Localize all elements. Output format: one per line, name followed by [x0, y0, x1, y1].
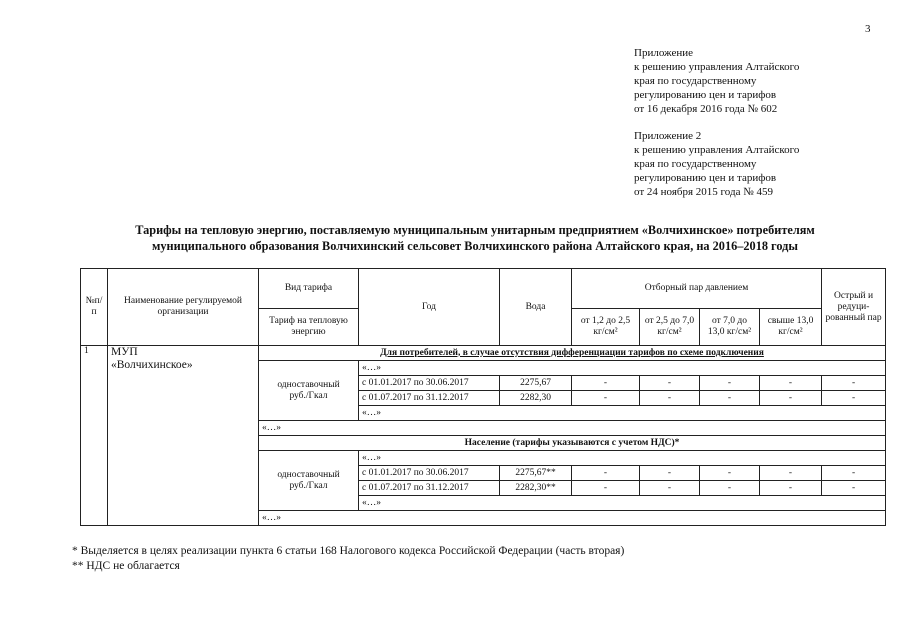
header-num: №п/п — [81, 269, 108, 346]
header-water: Вода — [500, 269, 572, 346]
header-org: Наименование регулируемой организации — [108, 269, 259, 346]
page-number: 3 — [865, 23, 871, 35]
header-pressure-3: от 7,0 до 13,0 кг/см² — [700, 309, 760, 346]
appendix-block-2 — [634, 129, 799, 199]
appendix-line: от 24 ноября 2015 года № 459 — [634, 186, 773, 198]
appendix-line: регулированию цен и тарифов — [634, 89, 777, 101]
appendix-line: Приложение — [634, 47, 694, 59]
dash-cell: - — [760, 481, 822, 496]
appendix-line: края по государственному — [634, 158, 757, 170]
title-line: Тарифы на тепловую энергию, поставляемую муниципальным унитарным предприятием «Волчихинское» потребителям — [135, 223, 815, 237]
dash-cell: - — [572, 481, 640, 496]
period-cell: с 01.01.2017 по 30.06.2017 — [359, 376, 500, 391]
header-pressure-4: свыше 13,0 кг/см² — [760, 309, 822, 346]
dash-cell: - — [572, 376, 640, 391]
header-year: Год — [359, 269, 500, 346]
ellipsis-row: «…» — [359, 496, 886, 511]
dash-cell: - — [572, 391, 640, 406]
ellipsis-row: «…» — [259, 421, 886, 436]
footnote: ** НДС не облагается — [72, 560, 180, 572]
tariff-unit-line: одноставочный — [277, 469, 340, 480]
ellipsis-row: «…» — [259, 511, 886, 526]
ellipsis-row: «…» — [359, 451, 886, 466]
org-name — [108, 346, 259, 526]
period-cell: с 01.07.2017 по 31.12.2017 — [359, 481, 500, 496]
ellipsis-row: «…» — [359, 361, 886, 376]
water-cell: 2275,67** — [500, 466, 572, 481]
dash-cell: - — [822, 376, 886, 391]
section-heading-population: Население (тарифы указываются с учетом НДС)* — [259, 436, 886, 451]
org-name-line: МУП — [111, 346, 138, 358]
appendix-line: края по государственному — [634, 75, 757, 87]
header-tariff-type: Вид тарифа — [259, 269, 359, 309]
tariff-unit-line: руб./Гкал — [289, 480, 328, 491]
dash-cell: - — [822, 391, 886, 406]
dash-cell: - — [640, 391, 700, 406]
dash-cell: - — [700, 391, 760, 406]
ellipsis-row: «…» — [359, 406, 886, 421]
dash-cell: - — [572, 466, 640, 481]
water-cell: 2275,67 — [500, 376, 572, 391]
tariff-unit-line: одноставочный — [277, 379, 340, 390]
dash-cell: - — [760, 466, 822, 481]
document-title — [60, 222, 890, 254]
tariff-unit-cell — [259, 361, 359, 421]
water-cell: 2282,30 — [500, 391, 572, 406]
dash-cell: - — [700, 376, 760, 391]
header-tariff-heat: Тариф на тепловую энергию — [259, 309, 359, 346]
appendix-line: к решению управления Алтайского — [634, 144, 800, 156]
org-name-line: «Волчихинское» — [111, 359, 193, 371]
dash-cell: - — [700, 481, 760, 496]
section-heading-general: Для потребителей, в случае отсутствия дифференциации тарифов по схеме подключения — [259, 346, 886, 361]
row-number: 1 — [81, 346, 108, 526]
tariff-unit-cell — [259, 451, 359, 511]
period-cell: с 01.01.2017 по 30.06.2017 — [359, 466, 500, 481]
header-steam: Отборный пар давлением — [572, 269, 822, 309]
header-pressure-1: от 1,2 до 2,5 кг/см² — [572, 309, 640, 346]
dash-cell: - — [760, 376, 822, 391]
header-sharp-steam: Острый и редуци-рованный пар — [822, 269, 886, 346]
dash-cell: - — [700, 466, 760, 481]
appendix-block-1 — [634, 46, 799, 116]
appendix-line: от 16 декабря 2016 года № 602 — [634, 103, 778, 115]
appendix-line: Приложение 2 — [634, 130, 702, 142]
appendix-line: регулированию цен и тарифов — [634, 172, 777, 184]
dash-cell: - — [822, 466, 886, 481]
footnotes — [72, 544, 624, 574]
period-cell: с 01.07.2017 по 31.12.2017 — [359, 391, 500, 406]
dash-cell: - — [640, 466, 700, 481]
dash-cell: - — [822, 481, 886, 496]
water-cell: 2282,30** — [500, 481, 572, 496]
footnote: * Выделяется в целях реализации пункта 6 статьи 168 Налогового кодекса Российской Федерации (часть вторая) — [72, 545, 625, 557]
dash-cell: - — [640, 481, 700, 496]
tariff-table — [80, 268, 886, 526]
tariff-unit-line: руб./Гкал — [289, 390, 328, 401]
dash-cell: - — [640, 376, 700, 391]
header-pressure-2: от 2,5 до 7,0 кг/см² — [640, 309, 700, 346]
title-line: муниципального образования Волчихинский сельсовет Волчихинского района Алтайского края, на 2016–2018 годы — [152, 239, 798, 253]
appendix-line: к решению управления Алтайского — [634, 61, 800, 73]
dash-cell: - — [760, 391, 822, 406]
